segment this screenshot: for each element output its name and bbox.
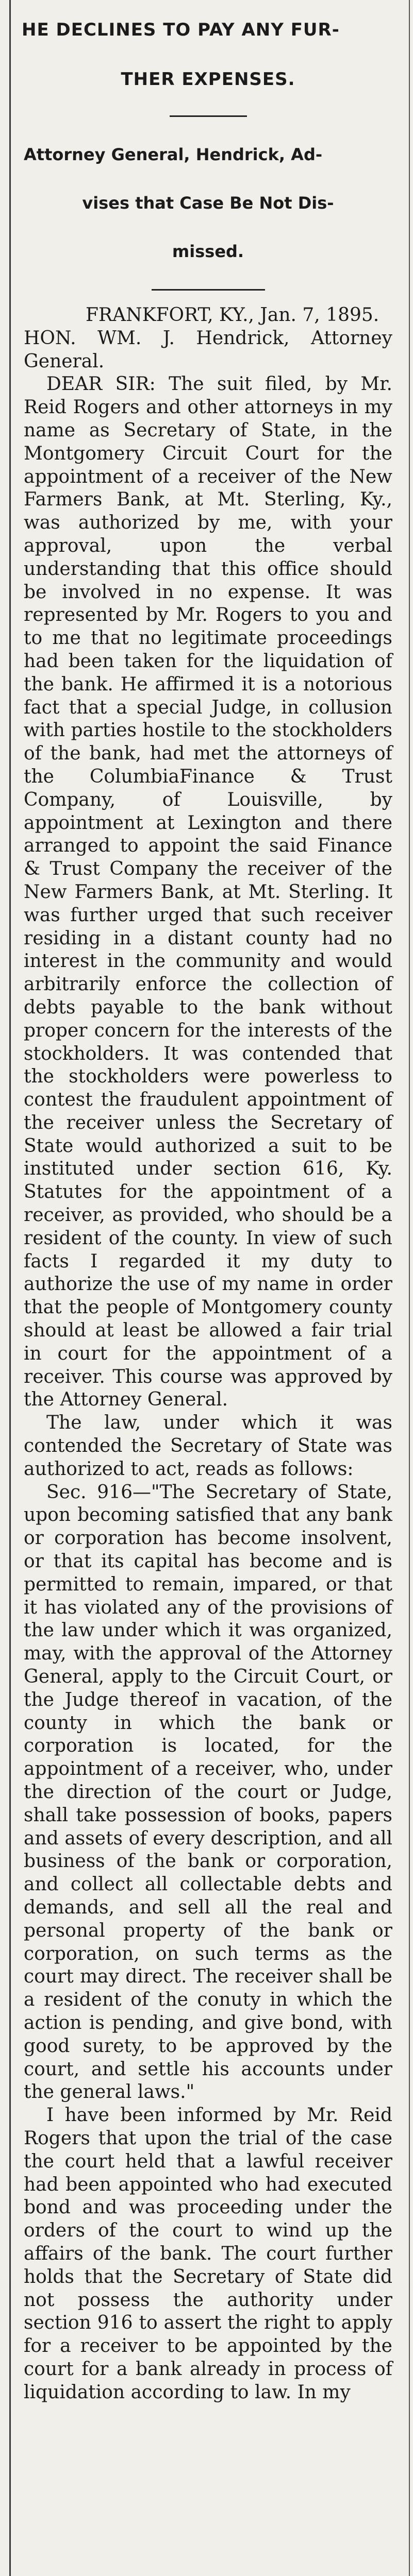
- statute-quote: Sec. 916—"The Secretary of State, upon becoming satisfied that any bank or corporation has become insolvent, or that its capital has become and is permitted to remain, impared, or that it has violated any of the provisions of the law under which it was organized, may, with the approval of the Attorney General, apply to the Circuit Court, or the Judge thereof in vacation, of the county in which the bank or corporation is located, for the appointment of a receiver, who, under the direction of the court or Judge, shall take possession of books, papers and assets of every description, and all business of the bank or corporation, and collect all collectable debts and demands, and sell all the real and personal property of the bank or corporation, on such terms as the court may direct. The receiver shall be a resident of the conuty in which the action is pending, and give bond, with good surety, to be approved by the court, and settle his accounts under the general laws.": [24, 1481, 392, 2103]
- letter-paragraph-1: [24, 373, 392, 1412]
- headline-divider: [170, 115, 247, 117]
- letter-paragraph-2: The law, under which it was contended the Secretary of State was authorized to act, reads as follows:: [24, 1412, 392, 1480]
- subheadline: [24, 130, 392, 276]
- column-rule-left: [9, 0, 11, 2576]
- letter-paragraph-4: I have been informed by Mr. Reid Rogers that upon the trial of the case the court held that a lawful receiver had been appointed who had executed bond and was proceeding under the orders of the court to wind up the affairs of the bank. The court further holds that the Secretary of State did not possess the authority under section 916 to assert the right to apply for a receiver to be appointed by the court for a bank already in process of liquidation according to law. In my: [24, 2105, 392, 2403]
- addressee: HON. WM. J. Hendrick, Attorney General.: [24, 327, 392, 372]
- article-body: [24, 304, 392, 2404]
- deck-divider: [152, 289, 265, 291]
- letter-paragraph-1-text: The suit filed, by Mr. Reid Rogers and other attorneys in my name as Secretary of State, in the Montgomery Circuit Court for the appointment of a receiver of the New Farmers Bank, at Mt. Sterling, Ky., was authorized by me, with your approval, upon the verbal understanding that this office should be involved in no expense. It was represented by Mr. Rogers to you and to me that no legitimate proceedings had been taken for the liquidation of the bank. He affirmed it is a notorious fact that a special Judge, in collusion with parties hostile to the stockholders of the bank, had met the attorneys of the ColumbiaFinance & Trust Company, of Louisville, by appointment at Lexington and there arranged to appoint the said Finance & Trust Company the receiver of the New Farmers Bank, at Mt. Sterling. It was further urged that such receiver residing in a distant county had no interest in the community and would arbitrarily enforce the collection of debts payable to the bank without proper concern for the interests of the stockholders. It was contended that the stockholders were powerless to contest the fraudulent appointment of the receiver unless the Secretary of State would authorized a suit to be instituted under section 616, Ky. Statutes for the appointment of a receiver, as provided, who should be a resident of the county. In view of such facts I regarded it my duty to authorize the use of my name in order that the people of Montgomery county should at least be allowed a fair trial in court for the appointment of a receiver. This course was approved by the Attorney General.: [24, 374, 392, 1411]
- subheadline-line-2: vises that Case Be Not Dis-: [82, 193, 334, 213]
- article-column: [24, 5, 392, 2404]
- column-rule-right: [409, 0, 410, 2576]
- headline-line-1: HE DECLINES TO PAY ANY FUR-: [22, 20, 340, 40]
- dateline: FRANKFORT, KY., Jan. 7, 1895.: [86, 304, 379, 326]
- subheadline-line-1: Attorney General, Hendrick, Ad-: [24, 145, 323, 164]
- salutation: DEAR SIR:: [46, 374, 156, 395]
- headline-line-2: THER EXPENSES.: [121, 69, 295, 90]
- subheadline-line-3: missed.: [172, 242, 244, 261]
